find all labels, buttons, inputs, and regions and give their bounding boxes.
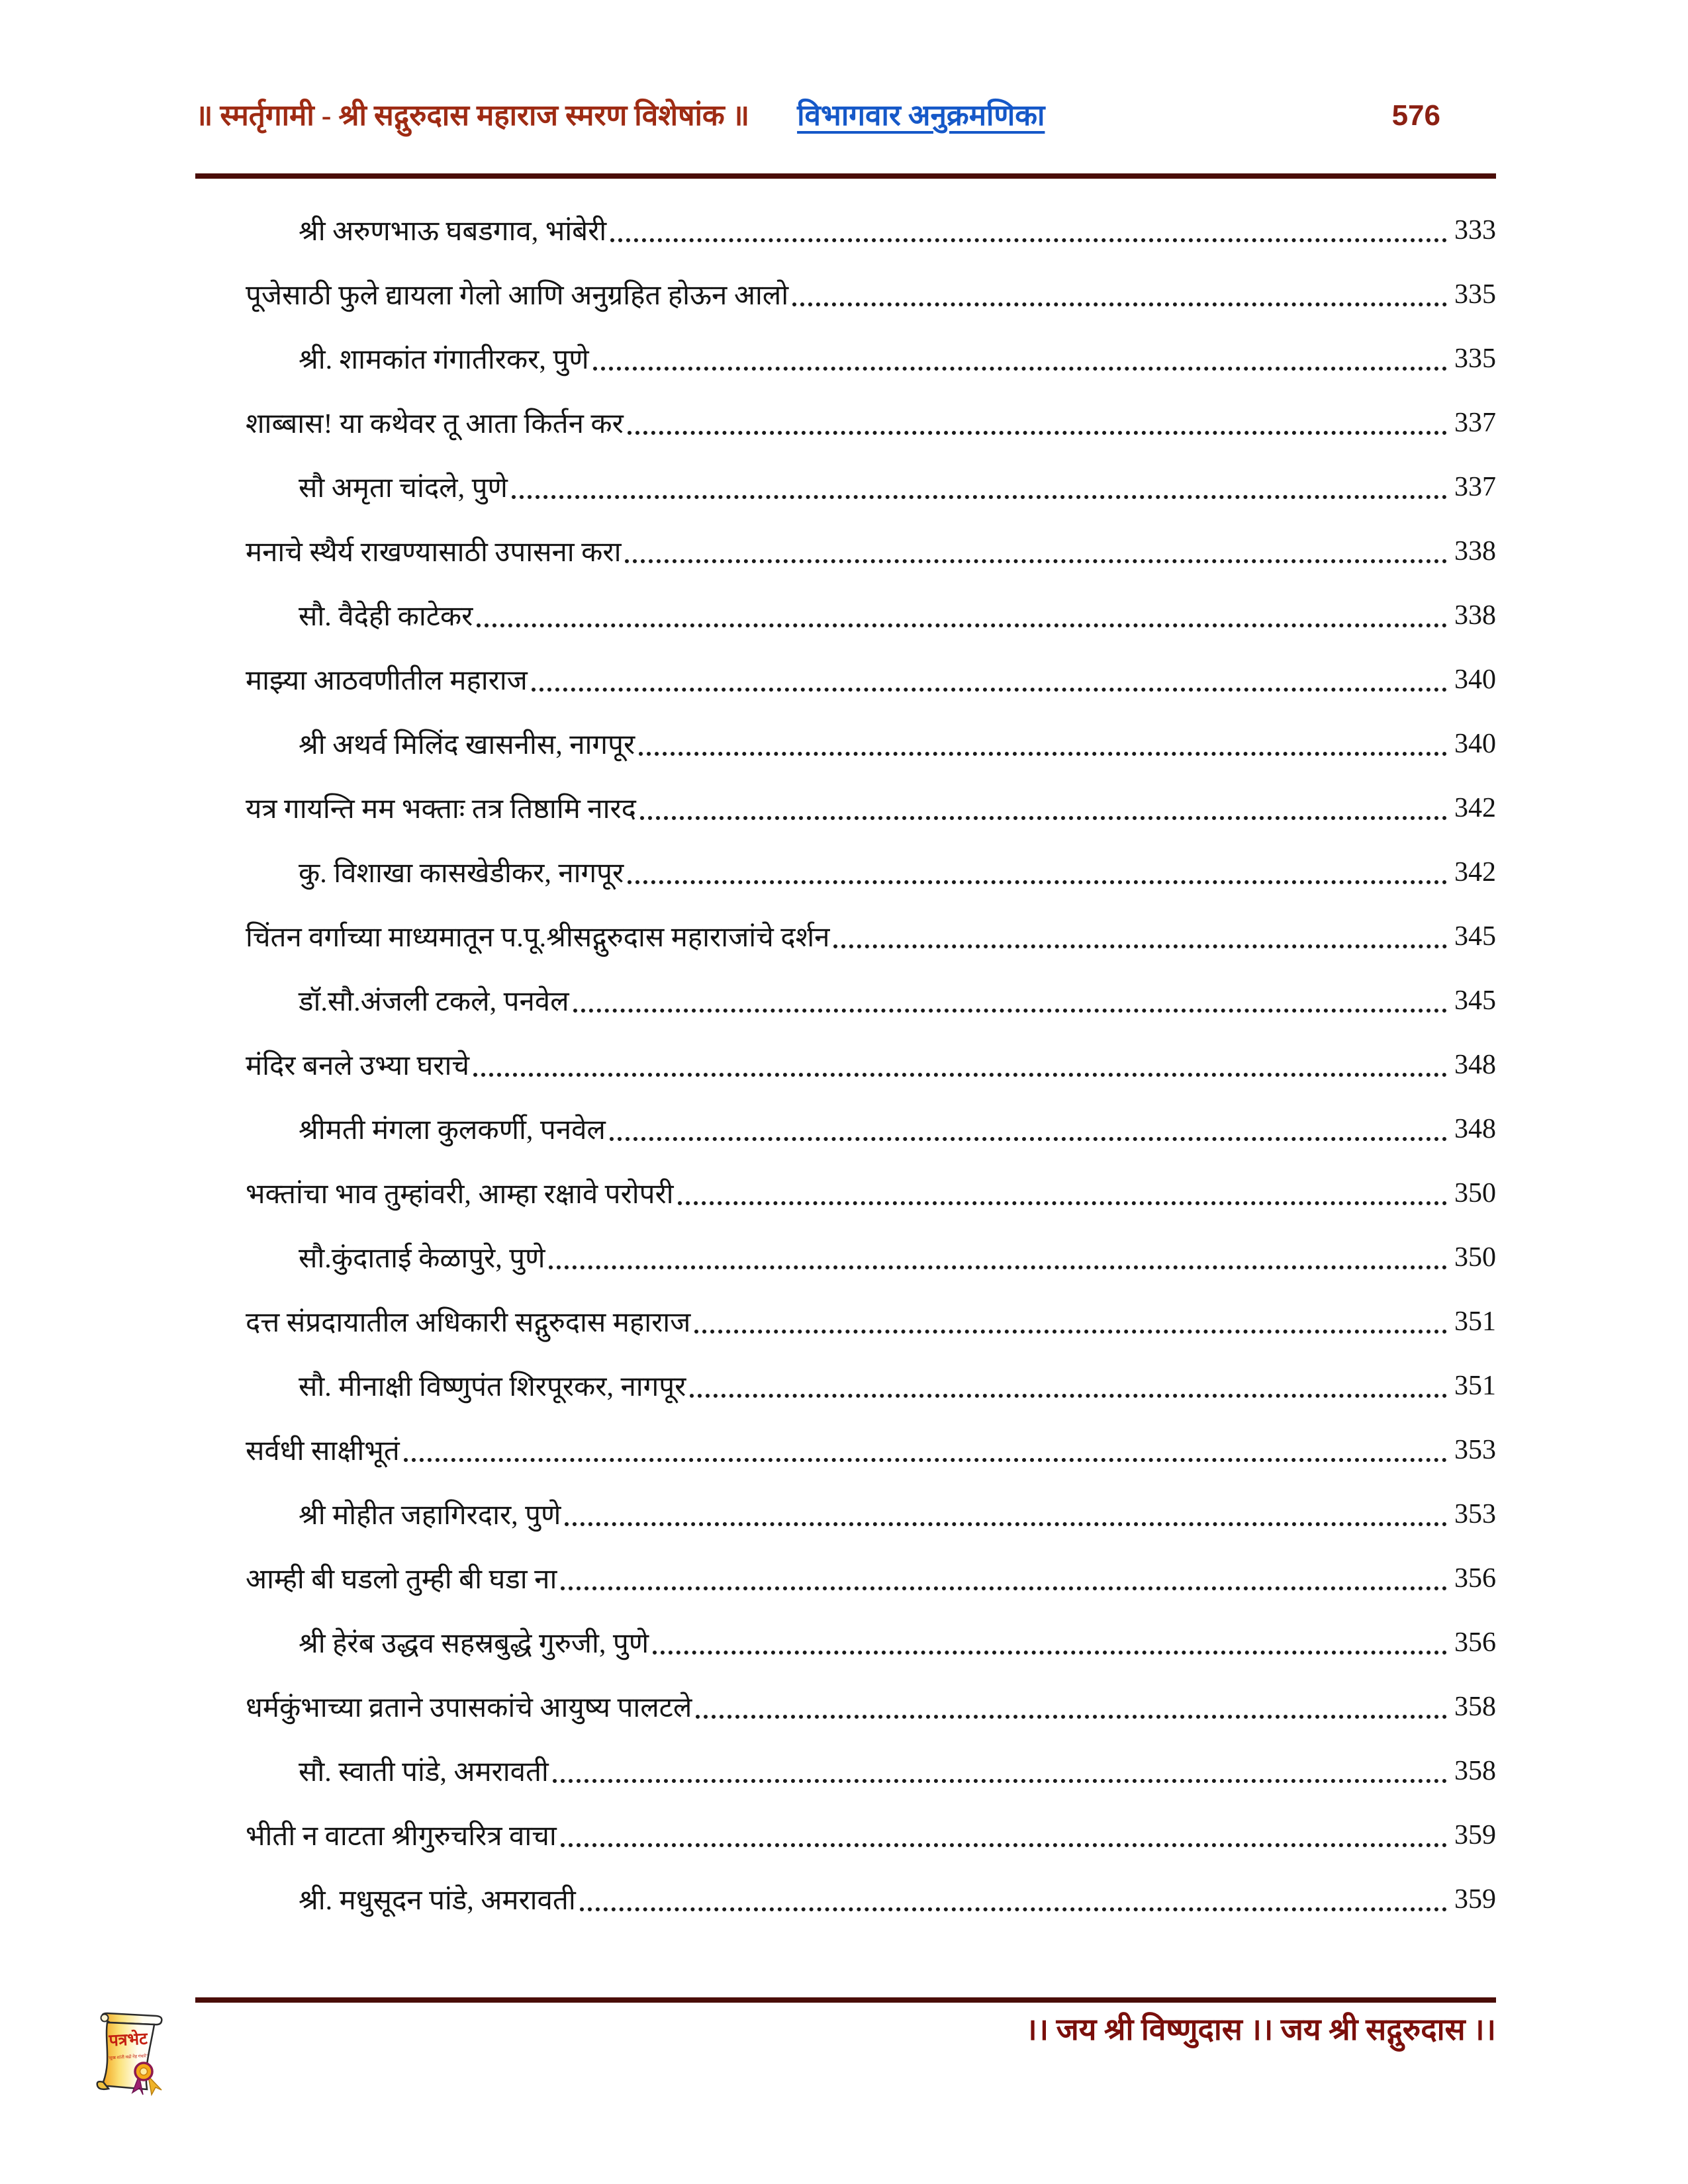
toc-entry-title: धर्मकुंभाच्या व्रताने उपासकांचे आयुष्य पालटले — [246, 1693, 692, 1723]
toc-entry-page: 359 — [1454, 1884, 1496, 1915]
toc-entry-page: 333 — [1454, 214, 1496, 246]
toc-entry-title: भीती न वाटता श्रीगुरुचरित्र वाचा — [246, 1821, 557, 1852]
toc-entry[interactable] — [195, 968, 1496, 1032]
dotted-leader — [696, 1715, 1447, 1719]
dotted-leader — [610, 238, 1447, 242]
toc-entry[interactable] — [195, 1867, 1496, 1931]
toc-entry[interactable] — [195, 1353, 1496, 1418]
dotted-leader — [549, 1265, 1447, 1269]
dotted-leader — [628, 880, 1447, 884]
toc-entry-page: 335 — [1454, 343, 1496, 374]
toc-entry[interactable] — [195, 1418, 1496, 1482]
toc-entry-page: 358 — [1454, 1691, 1496, 1722]
toc-entry-page: 353 — [1454, 1498, 1496, 1529]
dotted-leader — [553, 1779, 1447, 1783]
toc-entry-page: 345 — [1454, 985, 1496, 1016]
toc-entry-page: 350 — [1454, 1242, 1496, 1273]
footer-blessing: ।। जय श्री विष्णुदास ।। जय श्री सद्गुरुदास ।। — [1025, 2013, 1496, 2046]
scroll-curl — [101, 2015, 109, 2022]
toc-entry[interactable] — [195, 519, 1496, 583]
toc-entry[interactable] — [195, 1032, 1496, 1097]
header-rule — [195, 173, 1496, 179]
toc-entry-title: चिंतन वर्गाच्या माध्यमातून प.पू.श्रीसद्गुरुदास महाराजांचे दर्शन — [246, 923, 830, 953]
toc-entry-page: 356 — [1454, 1563, 1496, 1594]
toc-entry-page: 348 — [1454, 1049, 1496, 1080]
dotted-leader — [580, 1907, 1447, 1911]
dotted-leader — [628, 431, 1447, 435]
page-header — [195, 94, 1496, 134]
toc-entry-title: श्री हेरंब उद्धव सहस्रबुद्धे गुरुजी, पुणे — [299, 1629, 649, 1659]
dotted-leader — [573, 1009, 1447, 1013]
toc-entry-page: 337 — [1454, 471, 1496, 502]
toc-entry-page: 338 — [1454, 535, 1496, 567]
patrabhet-scroll-logo — [87, 2011, 172, 2110]
ribbon-tail-right — [148, 2076, 162, 2095]
toc-entry-page: 348 — [1454, 1113, 1496, 1144]
toc-entry-page: 345 — [1454, 921, 1496, 952]
dotted-leader — [404, 1458, 1447, 1462]
toc-entry-title: डॉ.सौ.अंजली टकले, पनवेल — [299, 987, 569, 1017]
toc-entry-title: आम्ही बी घडलो तुम्ही बी घडा ना — [246, 1565, 557, 1595]
toc-entry-page: 342 — [1454, 856, 1496, 887]
dotted-leader — [694, 1330, 1447, 1334]
toc-entry[interactable] — [195, 455, 1496, 519]
toc-entry[interactable] — [195, 262, 1496, 326]
dotted-leader — [640, 816, 1447, 820]
toc-entry[interactable] — [195, 904, 1496, 968]
toc-entry-page: 340 — [1454, 728, 1496, 759]
toc-entry[interactable] — [195, 1289, 1496, 1353]
toc-entry[interactable] — [195, 1674, 1496, 1739]
toc-entry-page: 350 — [1454, 1177, 1496, 1208]
toc-entry-title: सौ. स्वाती पांडे, अमरावती — [299, 1757, 549, 1788]
toc-entry-title: कु. विशाखा कासखेडीकर, नागपूर — [299, 858, 624, 889]
dotted-leader — [610, 1137, 1447, 1141]
toc-entry-title: श्रीमती मंगला कुलकर्णी, पनवेल — [299, 1115, 606, 1146]
toc-entry-title: भक्तांचा भाव तुम्हांवरी, आम्हा रक्षावे परोपरी — [246, 1179, 674, 1210]
toc-entry-page: 335 — [1454, 279, 1496, 310]
toc-entry[interactable] — [195, 1225, 1496, 1289]
dotted-leader — [532, 688, 1447, 692]
toc-entry-title: यत्र गायन्ति मम भक्ताः तत्र तिष्ठामि नारद — [246, 794, 636, 825]
dotted-leader — [625, 559, 1447, 563]
toc-entry-title: सर्वधी साक्षीभूतं — [246, 1436, 400, 1467]
toc-entry-page: 359 — [1454, 1819, 1496, 1850]
toc-entry-title: श्री मोहीत जहागिरदार, पुणे — [299, 1500, 561, 1531]
toc-entry[interactable] — [195, 711, 1496, 776]
toc-entry[interactable] — [195, 647, 1496, 711]
toc-entry[interactable] — [195, 1610, 1496, 1674]
toc-entry-title: श्री अथर्व मिलिंद खासनीस, नागपूर — [299, 730, 635, 760]
toc-entry-title: शाब्बास! या कथेवर तू आता किर्तन कर — [246, 409, 624, 439]
toc-entry-title: दत्त संप्रदायातील अधिकारी सद्गुरुदास महाराज — [246, 1308, 691, 1338]
toc-entry-page: 337 — [1454, 407, 1496, 438]
page-number: 576 — [1391, 99, 1440, 132]
rosette-center — [140, 2068, 148, 2075]
toc-entry-title: श्री. शामकांत गंगातीरकर, पुणे — [299, 345, 589, 375]
dotted-leader — [593, 367, 1447, 371]
dotted-leader — [565, 1522, 1447, 1526]
page-title: ॥ स्मर्तृगामी - श्री सद्गुरुदास महाराज स्मरण विशेषांक ॥ — [195, 99, 750, 132]
dotted-leader — [561, 1843, 1447, 1847]
toc-entry[interactable] — [195, 1739, 1496, 1803]
toc-entry-title: श्री. मधुसूदन पांडे, अमरावती — [299, 1886, 576, 1916]
toc-entry[interactable] — [195, 1161, 1496, 1225]
toc-entry-title: श्री अरुणभाऊ घबडगाव, भांबेरी — [299, 216, 607, 247]
toc-entry-title: मनाचे स्थैर्य राखण्यासाठी उपासना करा — [246, 537, 622, 568]
toc-entry-title: सौ. मीनाक्षी विष्णुपंत शिरपूरकर, नागपूर — [299, 1372, 686, 1402]
dotted-leader — [678, 1201, 1447, 1205]
toc-entry-page: 342 — [1454, 792, 1496, 823]
dotted-leader — [833, 944, 1447, 948]
dotted-leader — [477, 623, 1447, 627]
toc-entry[interactable] — [195, 1546, 1496, 1610]
toc-entry-page: 351 — [1454, 1306, 1496, 1337]
dotted-leader — [792, 302, 1447, 306]
toc-entry-page: 340 — [1454, 664, 1496, 695]
toc-entry[interactable] — [195, 1097, 1496, 1161]
logo-tagline: "सुख शांती वढो नेह गंधारे" — [107, 2054, 148, 2061]
toc-entry-page: 358 — [1454, 1755, 1496, 1786]
toc-entry[interactable] — [195, 840, 1496, 904]
toc-entry-page: 356 — [1454, 1627, 1496, 1658]
dotted-leader — [653, 1651, 1447, 1655]
toc-entry[interactable] — [195, 390, 1496, 455]
toc-entry-title: मंदिर बनले उभ्या घराचे — [246, 1051, 470, 1081]
toc-entry-title: सौ.कुंदाताई केळापुरे, पुणे — [299, 1244, 545, 1274]
dotted-leader — [512, 495, 1447, 499]
dotted-leader — [639, 752, 1447, 756]
toc-entry[interactable] — [195, 1482, 1496, 1546]
toc-entry[interactable] — [195, 583, 1496, 647]
footer-rule — [195, 1997, 1496, 2003]
toc-entry-title: पूजेसाठी फुले द्यायला गेलो आणि अनुग्रहित होऊन आलो — [246, 281, 789, 311]
toc-entry-title: सौ. वैदेही काटेकर — [299, 602, 473, 632]
toc-entry[interactable] — [195, 1803, 1496, 1867]
toc-entry-page: 351 — [1454, 1370, 1496, 1401]
logo-title: पत्रभेट — [108, 2030, 148, 2050]
dotted-leader — [473, 1073, 1447, 1077]
toc-entry-title: सौ अमृता चांदले, पुणे — [299, 473, 508, 504]
toc-entry-title: माझ्या आठवणीतील महाराज — [246, 666, 528, 696]
toc-entry[interactable] — [195, 326, 1496, 390]
toc-entry-page: 338 — [1454, 600, 1496, 631]
section-index-link[interactable]: विभागवार अनुक्रमणिका — [797, 99, 1045, 132]
toc-entry[interactable] — [195, 198, 1496, 262]
dotted-leader — [561, 1586, 1447, 1590]
toc-entry-page: 353 — [1454, 1434, 1496, 1465]
dotted-leader — [690, 1394, 1447, 1398]
toc-entry[interactable] — [195, 776, 1496, 840]
table-of-contents — [195, 198, 1496, 1931]
